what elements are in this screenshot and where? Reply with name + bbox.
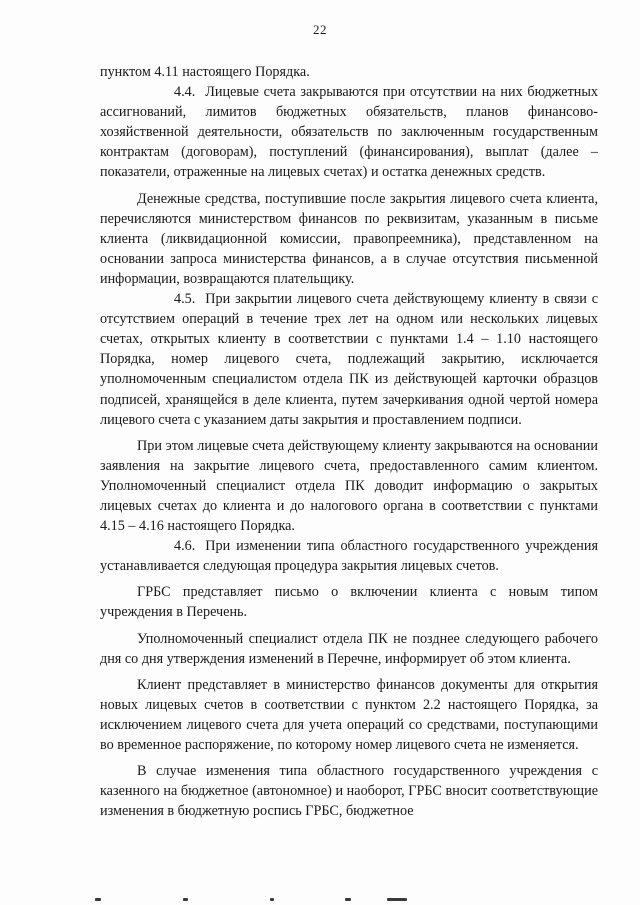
paragraph-text: Клиент представляет в министерство финансов документы для открытия новых лицевых счетов в соответствии с пунктом 2.2 настоящего Порядка, за исключением лицевого счета для учета операций со средствами, поступающими во временное распоряжение, по которому номер лицевого счета не изменяется.	[100, 676, 598, 753]
paragraph	[100, 761, 598, 821]
paragraph	[100, 189, 598, 289]
paragraph	[100, 436, 598, 536]
paragraph	[100, 675, 598, 755]
page-number: 22	[313, 22, 327, 37]
paragraph-text: Лицевые счета закрываются при отсутствии на них бюджетных ассигнований, лимитов бюджетных обязательств, планов финансово-хозяйственной деятельности, обязательств по заключенным государственным контрактам (договорам), поступлений (финансирования), выплат (далее – показатели, отраженные на лицевых счетах) и остатка денежных средств.	[100, 84, 598, 181]
paragraph-number: 4.4.	[174, 84, 196, 101]
paragraph-text: пунктом 4.11 настоящего Порядка.	[100, 64, 310, 80]
paragraph	[100, 629, 598, 669]
paragraph-text: При закрытии лицевого счета действующему клиенту в связи с отсутствием операций в течение трех лет на одном или нескольких лицевых счетах, открытых клиенту в соответствии с пунктами 1.4 – 1.10 настоящего Порядка, номер лицевого счета, подлежащий закрытию, исключается уполномоченным специалистом отдела ПК из действующей карточки образцов подписей, хранящейся в деле клиента, путем зачеркивания одной чертой номера лицевого счета с указанием даты закрытия и проставлением подписи.	[100, 291, 598, 428]
document-body	[100, 62, 598, 821]
paragraph-text: В случае изменения типа областного государственного учреждения с казенного на бюджетное (автономное) и наоборот, ГРБС вносит соответствующие изменения в бюджетную роспись ГРБС, бюджетное	[100, 763, 598, 820]
paragraph-continuation	[100, 62, 598, 82]
paragraph-number: 4.5.	[174, 291, 196, 308]
paragraph-4-6	[100, 536, 598, 576]
paragraph-4-4	[100, 82, 598, 182]
paragraph-text: ГРБС представляет письмо о включении клиента с новым типом учреждения в Перечень.	[100, 584, 598, 621]
cropped-footer-fragment	[95, 898, 425, 902]
paragraph-4-5	[100, 289, 598, 430]
paragraph-text: При этом лицевые счета действующему клиенту закрываются на основании заявления на закрытие лицевого счета, предоставленного самим клиентом. Уполномоченный специалист отдела ПК доводит информацию о закрытых лицевых счетах до клиента и до налогового органа в соответствии с пунктами 4.15 – 4.16 настоящего Порядка.	[100, 437, 598, 535]
paragraph-text: Уполномоченный специалист отдела ПК не позднее следующего рабочего дня со дня утверждения изменений в Перечне, информирует об этом клиента.	[100, 630, 598, 667]
paragraph-text: Денежные средства, поступившие после закрытия лицевого счета клиента, перечисляются министерством финансов по реквизитам, указанным в письме клиента (ликвидационной комиссии, правопреемника), представленном на основании запроса министерства финансов, а в случае отсутствия письменной информации, возвращаются плательщику.	[100, 190, 598, 287]
paragraph-number: 4.6.	[174, 538, 196, 555]
paragraph	[100, 582, 598, 622]
paragraph-text: При изменении типа областного государственного учреждения устанавливается следующая процедура закрытия лицевых счетов.	[100, 538, 598, 575]
